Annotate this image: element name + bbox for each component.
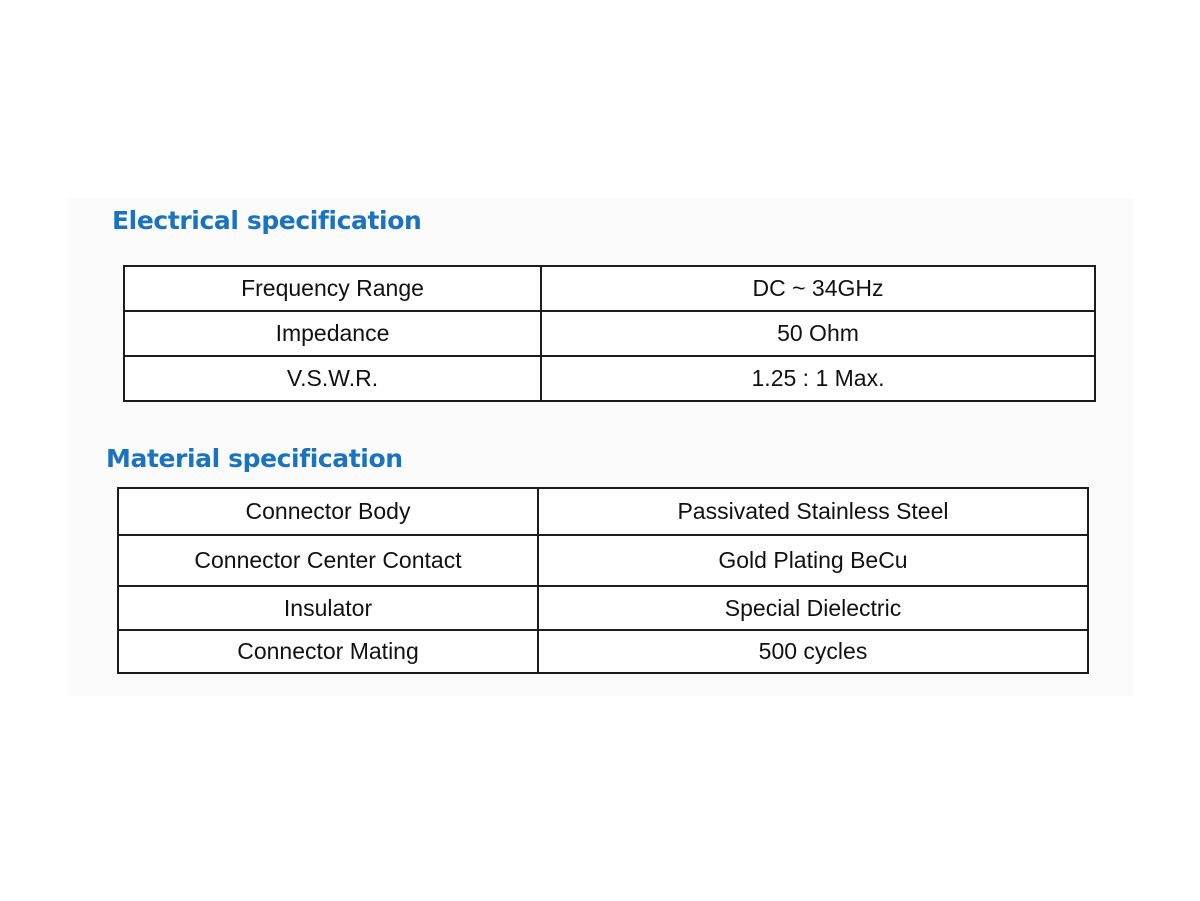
spec-label: Frequency Range bbox=[124, 266, 541, 311]
spec-label: Connector Mating bbox=[118, 630, 538, 673]
spec-value: 500 cycles bbox=[538, 630, 1088, 673]
spec-label: Insulator bbox=[118, 586, 538, 630]
table-row bbox=[118, 630, 1088, 673]
material-spec-table bbox=[117, 487, 1089, 674]
spec-value: DC ~ 34GHz bbox=[541, 266, 1095, 311]
table-row bbox=[124, 356, 1095, 401]
table-row bbox=[124, 311, 1095, 356]
electrical-spec-heading: Electrical specification bbox=[112, 206, 422, 235]
spec-value: 1.25 : 1 Max. bbox=[541, 356, 1095, 401]
electrical-spec-table bbox=[123, 265, 1096, 402]
spec-label: V.S.W.R. bbox=[124, 356, 541, 401]
table-row bbox=[124, 266, 1095, 311]
table-row bbox=[118, 535, 1088, 586]
spec-label: Impedance bbox=[124, 311, 541, 356]
spec-value: Special Dielectric bbox=[538, 586, 1088, 630]
table-row bbox=[118, 488, 1088, 535]
spec-label: Connector Center Contact bbox=[118, 535, 538, 586]
spec-value: Passivated Stainless Steel bbox=[538, 488, 1088, 535]
material-spec-heading: Material specification bbox=[106, 444, 403, 473]
table-row bbox=[118, 586, 1088, 630]
spec-value: Gold Plating BeCu bbox=[538, 535, 1088, 586]
spec-label: Connector Body bbox=[118, 488, 538, 535]
spec-value: 50 Ohm bbox=[541, 311, 1095, 356]
